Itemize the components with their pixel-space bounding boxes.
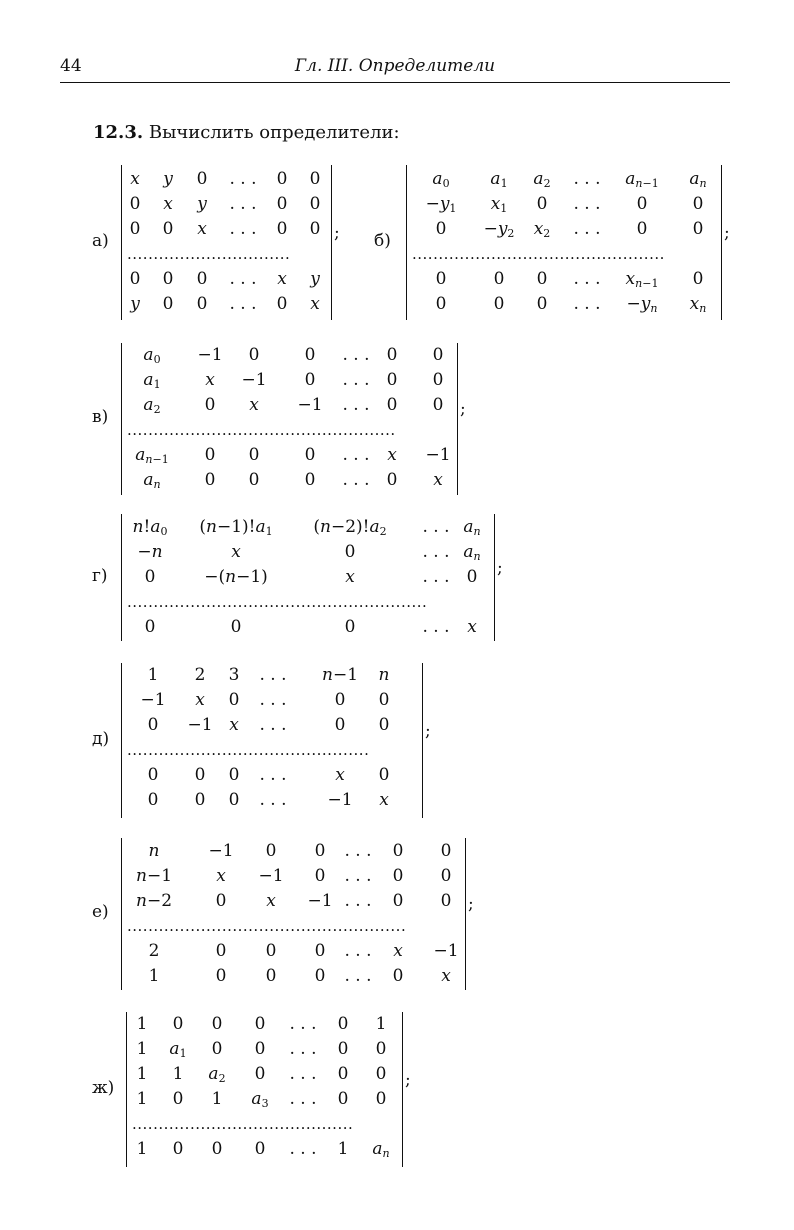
determinant-bar-left: [121, 165, 122, 320]
matrix-entry: y: [130, 294, 140, 314]
matrix-entry: . . .: [573, 219, 601, 239]
matrix-entry: . . .: [289, 1039, 317, 1059]
matrix-entry: . . .: [573, 269, 601, 289]
matrix-entry: n−1: [135, 866, 173, 886]
matrix-entry: 0: [386, 470, 398, 490]
matrix-entry: 0: [248, 345, 260, 365]
dotted-row: ...............................: [127, 245, 291, 263]
matrix-entry: 0: [211, 1039, 223, 1059]
matrix-entry: 0: [276, 294, 288, 314]
matrix-entry: n−2: [135, 891, 173, 911]
matrix-entry: −1: [425, 445, 451, 465]
matrix-entry: −(n−1): [204, 567, 268, 587]
matrix-entry: 0: [432, 370, 444, 390]
matrix-entry: n: [148, 841, 160, 861]
dotted-row: .........................................................: [127, 593, 428, 611]
matrix-entry: 1: [136, 1014, 148, 1034]
determinant-label: г): [92, 565, 108, 586]
matrix-entry: 0: [337, 1089, 349, 1109]
matrix-entry: 0: [375, 1039, 387, 1059]
matrix-entry: 0: [204, 470, 216, 490]
separator-semicolon: ;: [497, 557, 503, 578]
matrix-entry: . . .: [344, 941, 372, 961]
page-number: 44: [60, 56, 82, 76]
matrix-entry: 0: [129, 219, 141, 239]
matrix-entry: 0: [636, 194, 648, 214]
matrix-entry: 1: [148, 966, 160, 986]
matrix-entry: . . .: [289, 1139, 317, 1159]
determinant-bar-right: [465, 838, 466, 990]
matrix-entry: 0: [493, 294, 505, 314]
matrix-entry: −1: [140, 690, 166, 710]
dotted-row: ..........................................: [132, 1115, 354, 1133]
matrix-entry: $a_2$: [208, 1064, 226, 1085]
matrix-entry: x: [231, 542, 241, 562]
matrix-entry: . . .: [573, 169, 601, 189]
determinant-label: а): [92, 230, 109, 251]
determinant-bar-left: [121, 343, 122, 495]
matrix-entry: x: [130, 169, 140, 189]
separator-semicolon: ;: [460, 399, 466, 419]
matrix-entry: x: [393, 941, 403, 961]
matrix-entry: 0: [493, 269, 505, 289]
matrix-entry: 0: [162, 294, 174, 314]
matrix-entry: 0: [265, 966, 277, 986]
matrix-entry: 0: [194, 790, 206, 810]
matrix-entry: −1: [197, 345, 223, 365]
matrix-entry: 0: [211, 1139, 223, 1159]
matrix-entry: 0: [248, 470, 260, 490]
matrix-entry: 0: [254, 1039, 266, 1059]
matrix-entry: 0: [386, 370, 398, 390]
determinant-bar-left: [126, 1012, 127, 1167]
matrix-entry: 0: [334, 715, 346, 735]
matrix-entry: 0: [230, 617, 242, 637]
matrix-entry: $x_n$: [689, 294, 707, 315]
matrix-entry: −1: [327, 790, 353, 810]
matrix-entry: 0: [162, 219, 174, 239]
matrix-entry: y: [163, 169, 173, 189]
matrix-entry: 0: [536, 194, 548, 214]
matrix-entry: . . .: [289, 1089, 317, 1109]
matrix-entry: . . .: [342, 370, 370, 390]
matrix-entry: . . .: [289, 1014, 317, 1034]
matrix-entry: 0: [536, 294, 548, 314]
matrix-entry: 0: [144, 567, 156, 587]
matrix-entry: 1: [136, 1139, 148, 1159]
matrix-entry: 0: [215, 891, 227, 911]
matrix-entry: x: [433, 470, 443, 490]
matrix-entry: −1: [208, 841, 234, 861]
matrix-entry: 1: [136, 1064, 148, 1084]
matrix-entry: $a_{n-1}$: [625, 169, 659, 190]
matrix-entry: x: [163, 194, 173, 214]
matrix-entry: x: [335, 765, 345, 785]
matrix-entry: . . .: [259, 790, 287, 810]
matrix-entry: 0: [440, 841, 452, 861]
matrix-entry: $n!a_0$: [132, 517, 168, 538]
matrix-entry: 0: [375, 1089, 387, 1109]
matrix-entry: 0: [228, 690, 240, 710]
matrix-entry: . . .: [342, 345, 370, 365]
matrix-entry: $-y_2$: [483, 219, 515, 240]
determinant-label: д): [92, 728, 110, 749]
matrix-entry: 0: [314, 841, 326, 861]
matrix-entry: −1: [187, 715, 213, 735]
matrix-entry: 0: [314, 866, 326, 886]
matrix-entry: 0: [129, 269, 141, 289]
matrix-entry: . . .: [229, 194, 257, 214]
matrix-entry: 0: [211, 1014, 223, 1034]
matrix-entry: . . .: [259, 715, 287, 735]
matrix-entry: $-y_n$: [626, 294, 658, 315]
matrix-entry: 0: [337, 1039, 349, 1059]
matrix-entry: x: [216, 866, 226, 886]
matrix-entry: 0: [337, 1014, 349, 1034]
matrix-entry: . . .: [422, 517, 450, 537]
matrix-entry: 0: [276, 219, 288, 239]
problem-number: 12.3.: [93, 122, 144, 143]
matrix-entry: . . .: [229, 294, 257, 314]
running-header: [60, 56, 730, 83]
matrix-entry: n: [378, 665, 390, 685]
determinant-bar-right: [721, 165, 722, 320]
matrix-entry: 0: [466, 567, 478, 587]
matrix-entry: 0: [228, 790, 240, 810]
determinant-bar-left: [121, 663, 122, 818]
matrix-entry: x: [197, 219, 207, 239]
matrix-entry: 0: [144, 617, 156, 637]
matrix-entry: 0: [129, 194, 141, 214]
matrix-entry: 0: [309, 194, 321, 214]
matrix-entry: . . .: [342, 470, 370, 490]
matrix-entry: −n: [137, 542, 163, 562]
matrix-entry: x: [310, 294, 320, 314]
matrix-entry: 0: [304, 470, 316, 490]
matrix-entry: $-y_1$: [425, 194, 457, 215]
matrix-entry: 0: [172, 1089, 184, 1109]
matrix-entry: $(n-2)!a_2$: [313, 517, 387, 538]
matrix-entry: 0: [147, 715, 159, 735]
matrix-entry: . . .: [229, 219, 257, 239]
matrix-entry: y: [310, 269, 320, 289]
matrix-entry: . . .: [229, 169, 257, 189]
matrix-entry: −1: [307, 891, 333, 911]
matrix-entry: $a_0$: [143, 345, 161, 366]
matrix-entry: . . .: [259, 665, 287, 685]
matrix-entry: 0: [536, 269, 548, 289]
separator-semicolon: ;: [425, 720, 431, 741]
matrix-entry: 2: [194, 665, 206, 685]
matrix-entry: . . .: [229, 269, 257, 289]
matrix-entry: 0: [147, 790, 159, 810]
separator-semicolon: ;: [405, 1069, 411, 1090]
matrix-entry: $a_2$: [143, 395, 161, 416]
separator-semicolon: ;: [468, 894, 474, 914]
matrix-entry: −1: [241, 370, 267, 390]
matrix-entry: $a_3$: [251, 1089, 269, 1110]
matrix-entry: $a_1$: [169, 1039, 187, 1060]
matrix-entry: 0: [254, 1014, 266, 1034]
dotted-row: .....................................................: [127, 917, 407, 935]
matrix-entry: 0: [254, 1064, 266, 1084]
matrix-entry: 0: [378, 765, 390, 785]
matrix-entry: . . .: [344, 866, 372, 886]
problem-text: Вычислить определители:: [148, 122, 400, 143]
determinant-label: б): [374, 230, 391, 251]
matrix-entry: $a_n$: [143, 470, 161, 491]
matrix-entry: . . .: [344, 966, 372, 986]
matrix-entry: x: [195, 690, 205, 710]
dotted-row: ................................................: [412, 245, 665, 263]
matrix-entry: 0: [392, 841, 404, 861]
matrix-entry: 0: [147, 765, 159, 785]
matrix-entry: x: [229, 715, 239, 735]
matrix-entry: 0: [440, 891, 452, 911]
matrix-entry: 3: [228, 665, 240, 685]
matrix-entry: 0: [204, 445, 216, 465]
matrix-entry: 0: [309, 169, 321, 189]
matrix-entry: 0: [337, 1064, 349, 1084]
matrix-entry: 0: [435, 219, 447, 239]
matrix-entry: 0: [204, 395, 216, 415]
matrix-entry: $a_{n-1}$: [135, 445, 169, 466]
matrix-entry: 0: [344, 617, 356, 637]
matrix-entry: 2: [148, 941, 160, 961]
matrix-entry: 0: [432, 345, 444, 365]
matrix-entry: $a_1$: [143, 370, 161, 391]
matrix-entry: . . .: [422, 542, 450, 562]
determinant-bar-right: [494, 514, 495, 641]
matrix-entry: 0: [228, 765, 240, 785]
matrix-entry: n−1: [321, 665, 359, 685]
matrix-entry: 0: [196, 169, 208, 189]
matrix-entry: 0: [314, 941, 326, 961]
matrix-entry: 1: [136, 1089, 148, 1109]
matrix-entry: . . .: [344, 841, 372, 861]
matrix-entry: 0: [692, 269, 704, 289]
matrix-entry: 0: [378, 690, 390, 710]
matrix-entry: $a_2$: [533, 169, 551, 190]
matrix-entry: 1: [211, 1089, 223, 1109]
matrix-entry: 0: [172, 1139, 184, 1159]
matrix-entry: x: [467, 617, 477, 637]
matrix-entry: $x_2$: [533, 219, 551, 240]
matrix-entry: . . .: [422, 617, 450, 637]
matrix-entry: x: [266, 891, 276, 911]
problem-heading: [93, 122, 400, 143]
matrix-entry: 0: [215, 966, 227, 986]
matrix-entry: x: [379, 790, 389, 810]
matrix-entry: −1: [297, 395, 323, 415]
matrix-entry: . . .: [289, 1064, 317, 1084]
matrix-entry: 0: [314, 966, 326, 986]
separator-semicolon: ;: [334, 222, 340, 243]
matrix-entry: 0: [309, 219, 321, 239]
matrix-entry: 0: [162, 269, 174, 289]
matrix-entry: 1: [136, 1039, 148, 1059]
matrix-entry: 0: [304, 445, 316, 465]
matrix-entry: $x_{n-1}$: [625, 269, 659, 290]
matrix-entry: $x_1$: [490, 194, 508, 215]
matrix-entry: 0: [636, 219, 648, 239]
determinant-bar-right: [402, 1012, 403, 1167]
matrix-entry: 1: [337, 1139, 349, 1159]
matrix-entry: 0: [432, 395, 444, 415]
matrix-entry: 0: [254, 1139, 266, 1159]
matrix-entry: 0: [692, 219, 704, 239]
determinant-label: в): [92, 407, 109, 427]
matrix-entry: 0: [196, 294, 208, 314]
determinant-label: е): [92, 902, 109, 922]
determinant-bar-right: [422, 663, 423, 818]
matrix-entry: $a_n$: [463, 517, 481, 538]
determinant-bar-right: [331, 165, 332, 320]
matrix-entry: 0: [375, 1064, 387, 1084]
matrix-entry: 0: [344, 542, 356, 562]
matrix-entry: x: [205, 370, 215, 390]
matrix-entry: 0: [304, 370, 316, 390]
matrix-entry: x: [249, 395, 259, 415]
matrix-entry: $a_0$: [432, 169, 450, 190]
running-title: Гл. III. Определители: [294, 56, 496, 76]
determinant-bar-left: [406, 165, 407, 320]
matrix-entry: . . .: [342, 395, 370, 415]
matrix-entry: 0: [692, 194, 704, 214]
matrix-entry: . . .: [573, 194, 601, 214]
matrix-entry: 0: [194, 765, 206, 785]
matrix-entry: 1: [375, 1014, 387, 1034]
matrix-entry: . . .: [573, 294, 601, 314]
dotted-row: ..............................................: [127, 741, 370, 759]
matrix-entry: 0: [276, 169, 288, 189]
matrix-entry: . . .: [259, 765, 287, 785]
determinant-bar-right: [457, 343, 458, 495]
matrix-entry: 0: [248, 445, 260, 465]
matrix-entry: −1: [433, 941, 459, 961]
matrix-entry: −1: [258, 866, 284, 886]
matrix-entry: . . .: [259, 690, 287, 710]
matrix-entry: 0: [435, 294, 447, 314]
matrix-entry: $a_n$: [689, 169, 707, 190]
matrix-entry: $a_1$: [490, 169, 508, 190]
matrix-entry: 0: [276, 194, 288, 214]
matrix-entry: x: [277, 269, 287, 289]
matrix-entry: 1: [172, 1064, 184, 1084]
matrix-entry: 0: [392, 866, 404, 886]
matrix-entry: . . .: [422, 567, 450, 587]
matrix-entry: $(n-1)!a_1$: [199, 517, 273, 538]
matrix-entry: y: [197, 194, 207, 214]
matrix-entry: x: [387, 445, 397, 465]
matrix-entry: 0: [215, 941, 227, 961]
matrix-entry: 0: [386, 395, 398, 415]
dotted-row: ...................................................: [127, 421, 396, 439]
matrix-entry: . . .: [344, 891, 372, 911]
matrix-entry: x: [441, 966, 451, 986]
matrix-entry: 0: [440, 866, 452, 886]
matrix-entry: 0: [265, 941, 277, 961]
matrix-entry: 0: [392, 891, 404, 911]
matrix-entry: 0: [334, 690, 346, 710]
determinant-bar-left: [121, 514, 122, 641]
matrix-entry: 0: [304, 345, 316, 365]
matrix-entry: 0: [435, 269, 447, 289]
matrix-entry: $a_n$: [463, 542, 481, 563]
matrix-entry: 0: [172, 1014, 184, 1034]
matrix-entry: 1: [147, 665, 159, 685]
separator-semicolon: ;: [724, 222, 730, 243]
matrix-entry: $a_n$: [372, 1139, 390, 1160]
matrix-entry: 0: [378, 715, 390, 735]
matrix-entry: . . .: [342, 445, 370, 465]
matrix-entry: x: [345, 567, 355, 587]
matrix-entry: 0: [386, 345, 398, 365]
matrix-entry: 0: [265, 841, 277, 861]
matrix-entry: 0: [392, 966, 404, 986]
matrix-entry: 0: [196, 269, 208, 289]
determinant-label: ж): [92, 1077, 115, 1098]
determinant-bar-left: [121, 838, 122, 990]
